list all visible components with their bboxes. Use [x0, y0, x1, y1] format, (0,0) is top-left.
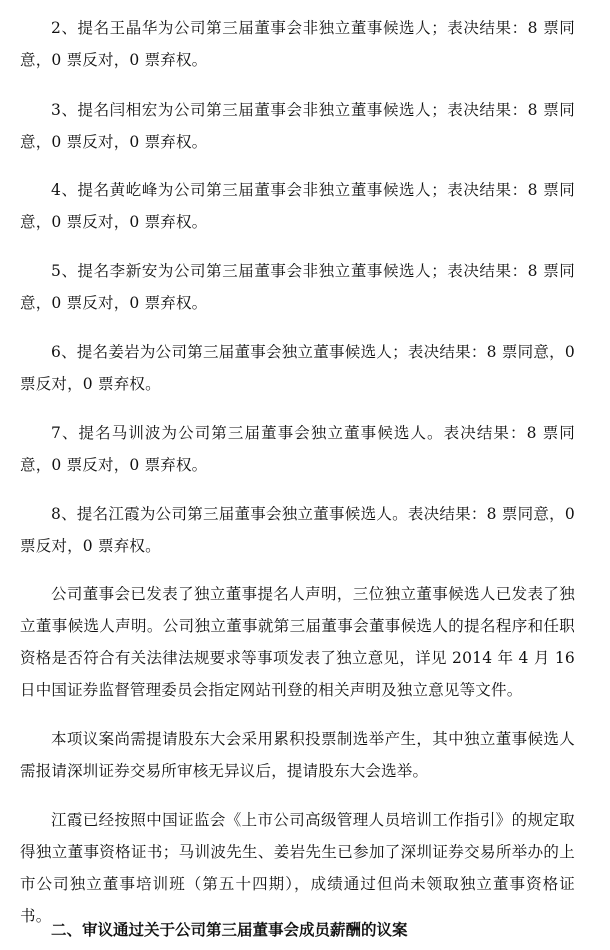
paragraph-nomination-2: 2、提名王晶华为公司第三届董事会非独立董事候选人；表决结果：8 票同意，0 票反对，0 票弃权。: [20, 19, 575, 69]
paragraph-nomination-4: 4、提名黄屹峰为公司第三届董事会非独立董事候选人；表决结果：8 票同意，0 票反对，0 票弃权。: [20, 181, 575, 231]
paragraph-nomination-6: 6、提名姜岩为公司第三届董事会独立董事候选人；表决结果：8 票同意，0 票反对，0 票弃权。: [20, 343, 575, 393]
paragraph-cumulative-voting: 本项议案尚需提请股东大会采用累积投票制选举产生，其中独立董事候选人需报请深圳证券交易所审核无异议后，提请股东大会选举。: [20, 730, 575, 780]
paragraph-nomination-3: 3、提名闫相宏为公司第三届董事会非独立董事候选人；表决结果：8 票同意，0 票反对，0 票弃权。: [20, 101, 575, 151]
paragraph-independent-director-statement: 公司董事会已发表了独立董事提名人声明，三位独立董事候选人已发表了独立董事候选人声明。公司独立董事就第三届董事会董事候选人的提名程序和任职资格是否符合有关法律法规要求等事项发表了独立意见，详见 2014 年 4 月 16 日中国证券监督管理委员会指定网站刊登的相关声明及独立意见等文件。: [20, 585, 575, 699]
paragraph-nomination-5: 5、提名李新安为公司第三届董事会非独立董事候选人；表决结果：8 票同意，0 票反对，0 票弃权。: [20, 262, 575, 312]
paragraph-nomination-8: 8、提名江霞为公司第三届董事会独立董事候选人。表决结果：8 票同意，0 票反对，0 票弃权。: [20, 505, 575, 555]
paragraph-nomination-7: 7、提名马训波为公司第三届董事会独立董事候选人。表决结果：8 票同意，0 票反对，0 票弃权。: [20, 424, 575, 474]
section-heading: 二、审议通过关于公司第三届董事会成员薪酬的议案: [51, 921, 408, 939]
paragraph-qualification-certificates: 江霞已经按照中国证监会《上市公司高级管理人员培训工作指引》的规定取得独立董事资格证书；马训波先生、姜岩先生已参加了深圳证券交易所举办的上市公司独立董事培训班（第五十四期），成绩通过但尚未领取独立董事资格证书。: [20, 811, 575, 925]
